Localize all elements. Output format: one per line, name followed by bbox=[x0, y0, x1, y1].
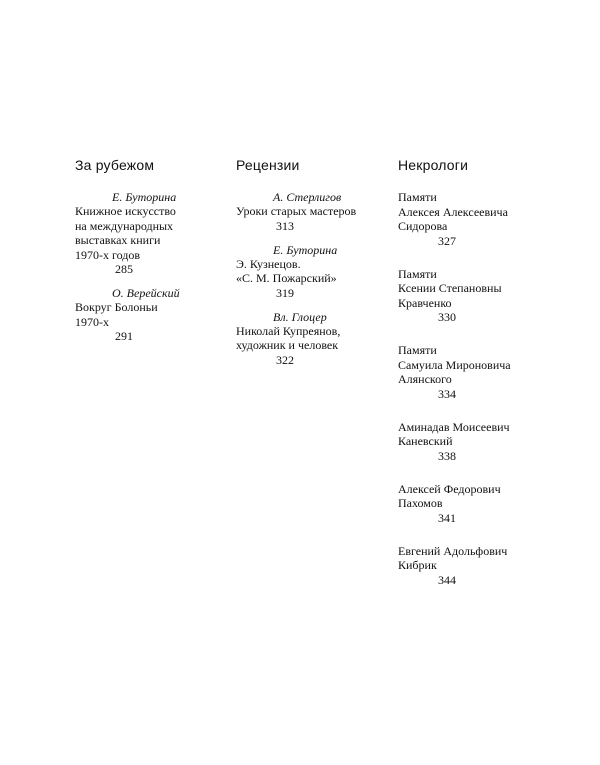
entry-page-number: 334 bbox=[438, 386, 456, 401]
entry-title-line: Кравченко bbox=[398, 295, 452, 310]
entry-title-line: Памяти bbox=[398, 343, 437, 357]
toc-column-obituaries bbox=[398, 156, 538, 606]
entry-author: Е. Буторина bbox=[273, 242, 338, 257]
entry-title-line: Алянского bbox=[398, 372, 452, 386]
entry-title-line: Памяти bbox=[398, 266, 437, 281]
entry-page-number: 338 bbox=[438, 448, 456, 463]
entry-page-number: 319 bbox=[276, 285, 294, 300]
toc-entry bbox=[75, 190, 215, 276]
toc-entry bbox=[398, 544, 538, 587]
entry-author: О. Верейский bbox=[112, 286, 180, 300]
entry-page-number: 330 bbox=[438, 310, 456, 324]
toc-entry bbox=[75, 286, 215, 343]
entry-title-line: Евгений Адольфович bbox=[398, 543, 508, 558]
entry-title-line: Памяти bbox=[398, 190, 437, 204]
section-heading: Некрологи bbox=[398, 157, 469, 173]
entry-page-number: 291 bbox=[115, 329, 133, 343]
entry-title-line: Пахомов bbox=[398, 496, 443, 510]
toc-column-abroad bbox=[75, 156, 215, 353]
entry-page-number: 322 bbox=[276, 352, 294, 367]
entry-author: Вл. Глоцер bbox=[273, 309, 327, 324]
entry-title-line: 1970-х bbox=[75, 314, 109, 329]
entry-title-line: Каневский bbox=[398, 434, 453, 448]
toc-entry bbox=[236, 310, 386, 367]
entry-title-line: Вокруг Болоньи bbox=[75, 300, 158, 314]
entry-title-line: Николай Купреянов, bbox=[236, 323, 341, 338]
entry-title-line: Алексея Алексеевича bbox=[398, 204, 508, 219]
entry-author: А. Стерлигов bbox=[273, 190, 342, 204]
entry-title-line: «С. М. Пожарский» bbox=[236, 271, 337, 285]
entry-page-number: 313 bbox=[276, 218, 294, 233]
toc-entry bbox=[398, 267, 538, 325]
entry-title-line: 1970-х годов bbox=[75, 247, 141, 262]
entry-page-number: 285 bbox=[115, 262, 133, 276]
entry-page-number: 344 bbox=[438, 572, 456, 587]
entry-title-line: Аминадав Моисеевич bbox=[398, 419, 510, 434]
toc-column-reviews bbox=[236, 156, 386, 377]
entry-title-line: Самуила Мироновича bbox=[398, 357, 511, 372]
entry-author: Е. Буторина bbox=[112, 190, 177, 204]
entry-page-number: 341 bbox=[438, 510, 456, 525]
toc-entry bbox=[236, 190, 386, 233]
entry-title-line: Сидорова bbox=[398, 219, 448, 233]
entry-title-line: Кибрик bbox=[398, 558, 437, 572]
entry-title-line: Уроки старых мастеров bbox=[236, 204, 357, 218]
toc-entry bbox=[398, 482, 538, 525]
toc-entry bbox=[398, 343, 538, 401]
toc-entry bbox=[398, 420, 538, 463]
entry-title-line: на международных bbox=[75, 218, 174, 233]
entry-title-line: выставках книги bbox=[75, 233, 161, 247]
entry-title-line: Книжное искусство bbox=[75, 204, 176, 218]
section-heading: За рубежом bbox=[75, 157, 155, 173]
section-heading: Рецензии bbox=[236, 157, 300, 173]
toc-entry bbox=[398, 190, 538, 248]
entry-title-line: Алексей Федорович bbox=[398, 481, 501, 496]
entry-title-line: художник и человек bbox=[236, 338, 339, 352]
toc-entry bbox=[236, 243, 386, 300]
entry-title-line: Э. Кузнецов. bbox=[236, 256, 301, 271]
entry-title-line: Ксении Степановны bbox=[398, 281, 502, 295]
entry-page-number: 327 bbox=[438, 233, 456, 248]
